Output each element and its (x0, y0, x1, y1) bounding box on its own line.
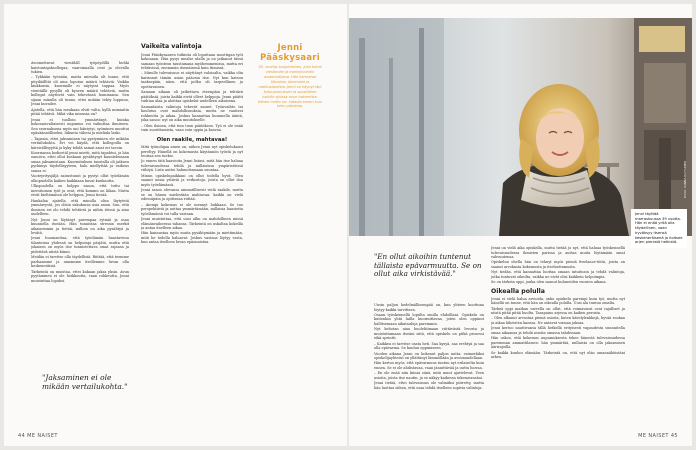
body-paragraph: Jenni ei vielä halua arvioida, onko opiskelu parempi kuin työ, mutta nyt hänellä on tunne, että hän on oikealla polulla. Uusi ala tuntuu omalta. (491, 296, 625, 306)
body-paragraph: Nyt Jenni on löytänyt parempaa rytmiä ja osaa kuunnella itseään. Hän tunnistaa stressin merkit aikaisemmin ja tietää, milloin on aika pysähtyä ja levätä. (31, 217, 129, 236)
body-paragraph: Jo ennen tätä kaavioita Jenni listasi, mitä hän itse haluaa tulevaisuudessa tehdä ja millaisissa ympäristöissä viihtyä. Lista auttoi hahmottamaan suuntaa. (141, 159, 243, 173)
body-paragraph: Hän kannustaa myös muita pysähtymään ja miettimään, mitä he todella haluavat. Joskus vastaus löytyy vasta, kun antaa itselleen luvan epäonnistua. (141, 231, 243, 245)
body-paragraph: Hän uskoo, että kokemus uupumuksesta tekee hänestä tulevaisuudessa paremman ammattilaisen: hän ymmärtää, millaista on olla jaksamisen äärirajoilla. (491, 336, 625, 350)
section-heading-raakile: Olen raakile, mahtavaa! (156, 136, 228, 143)
body-paragraph: Vuoteyritysjäljä sairastunut ja pystyi ollut työelämän ulkopuolella kaiken kaikkiaan kuusi kuukautta. (31, 174, 129, 183)
right-page (349, 4, 692, 446)
body-paragraph: Ulkopuolella on helppo sanoa, että tuttu tai mersitomon työt ja ovat, että kommu on liikaa. Mutta eivät kieltämässä ole helppoa, Jenni tiesää. (31, 184, 129, 198)
right-page-folio: ME NAISET 45 (638, 433, 678, 439)
left-page-folio: 44 ME NAISET (18, 433, 58, 439)
body-paragraph: Ajatella, että hän meukaan olvät valta, kyllä mimiaitin pitää tehtävä. Mikä vika minussa on? (31, 107, 129, 117)
photo-caption: Jenni täyttää marraskuussa 39 vuotta. Hän ei enää yritä olla täydellinen, vaan hyväksyy itsensä keskeneräisenä ja iloitsee arjen pienistä hetkistä. (631, 209, 687, 248)
body-paragraph: Jenni ei tuolloin ymmärtänyt, kuinka kokonaisvaltaisesti uupumus voi vaikuttaa ihmiseen. Sen seurauksena myös uni häiriytyi, syöminen muuttui epäsäännölliseksi, liikunta väheni ja mieliala laski. (31, 117, 129, 136)
body-paragraph: Meidän ei tarvitse olla täydellisiä. Riittää, että teemme parhaamme ja annamme itsellemme luvan olla keskeneräisiä. (31, 255, 129, 269)
body-paragraph: Jenni muistuttaa, että uusi alku on mahdollinen missä elämänvaiheessa tahansa. Tärkeintä on uskaltaa kokeilla ja antaa itselleen aikaa. (141, 217, 243, 231)
body-paragraph: – En ole enää niin kiinni siinä, mitä muut ajattelevat. Teen asioita, joista itse nautin, ja se näkyy kaikessa tekemisessäni. (374, 371, 484, 380)
body-paragraph: Kuormassa kodisetäl jenni mietti, mitä tapahtui, ja hän oanoivu, ettei ollut koskaan pysähtynyt kuuntelemaan omaa jaksamistaan. Kuormituksen taustalla oli jatkuva pyrkimys täydellisyyteen, halu miellyttää ja vaikeus sanoa ei. (31, 150, 129, 173)
left-column-1 (31, 61, 129, 365)
body-paragraph: Minun opiskelupaikkani on ollut todella hyvä. Olen saanut uusia ystäviä ja verkostoja, joista on ollut iloa myös työelämässä. (141, 173, 243, 187)
body-paragraph: Hän kertoo myös, että epävarmuus tuntuu nyt erilaiselta kuin ennen. Se ei ole ahdistavaa, vaan jännittävää ja uutta luovaa. (374, 361, 484, 370)
body-paragraph: – Minulle tulevaisuus ei näyttänyt valoisalta, vaikka olin kaivinnut tämän asian pääosin itse. Nyt kun katson taaksepäin, näen, että polku oli tarpeellinen ja opettavainen. (141, 71, 243, 89)
body-paragraph: Samanlaista valintoja tekevät monet. Työnvaihto tai koulutus ovat mahdollisuuksia, mutta ne vaativat rohkeutta ja aikaa. Joskus kannattaa kuunnella ääntä, joka sanoo: nyt on aika muutokselle. (141, 104, 243, 123)
body-paragraph: Se kaikki kuuluu elämään. Tärkeintä on, että nyt elän omannäköistäni arkea. (491, 350, 625, 360)
body-paragraph: Jenni sanoo olevansa ammatillisesti vielä raakile, mutta se on hänen mielestään mahtavaa: kaikki on vielä edessäpäin ja opittavaa riittää. (141, 188, 243, 202)
body-paragraph: Jenni on vielä aika opiskella, mutta tietää jo nyt, että haluaa työskennellä tulevaisuudessa ihmisten parissa ja auttaa muita löytämään omat vahvuutensa. (491, 246, 625, 259)
body-paragraph: – Tapasin, ettei jaksaminen tai pystyminen ole mikään vertailukohta. Eri voi käydä, että kollegoilla on kärsivällisyyttä ja kyky tehdä samat asiat eri tavoin. (31, 136, 129, 150)
right-column-2 (491, 246, 625, 430)
body-paragraph: – Kaikkea ei tarvitse osata heti. Saa kysyä, saa erehtyä ja saa olla epävarma. Se kuuluu oppimiseen. (374, 341, 484, 351)
left-pull-quote: "Jaksaminen ei ole mikään vertailukohta." (42, 373, 128, 391)
section-heading-oikealla: Oikealla polulla (491, 287, 545, 295)
left-page (4, 4, 347, 446)
body-paragraph: Se on tärkein oppi, jonka olen saanut kuluneiden vuosien aikana. (491, 280, 607, 285)
body-paragraph: – Olen iloinen, että tein tuon päätöksen. Työ ei ole enää vain suorittamista, vaan voin oppia ja kasvaa. (141, 123, 243, 133)
section-heading-vaikeita: Vaikeita valintoja (141, 43, 202, 50)
photo-credit: KUVA: SANNA KUITUNEN (683, 161, 687, 198)
sidebar-name: Jenni Pääskysaari (260, 42, 320, 62)
right-pull-quote: "En ollut aikoihin tuntenut tällaista epävarmuutta. Se on ollut aika virkistävää." (374, 252, 482, 279)
body-paragraph: Nyt kehotan aina huolehtimaan riittävästä levosta ja muistuttamaan itseäni siitä, että opiskelu on pitkä prosessi eikä sprintti. (374, 327, 484, 341)
body-paragraph: Hankalaa ajatella, että minulla oliso läytytetä ymmärrystä, jos olisin sukukuras asia asian. Sun, että ihmisen eri olo tehdä tehtäviä ja niihin töissä ja aina uudelleen. (31, 198, 129, 217)
sidebar-profile (257, 43, 323, 109)
body-paragraph: Uusin paljon hedelmällisempää on, kun yhteen koottuna löytyy kaikki tarvittava. (374, 303, 484, 312)
body-paragraph: Nyt tiedän, että kannattaa luottaa omaan intuitioon ja tehdä valintoja, jotka tuntuvat oikeilta, vaikka ne eivät olisi kaikkein helpoimpia. (491, 270, 625, 279)
body-paragraph: Mitä työnoligaa ainen on, niihen Jenni nyt opiskelukausi pereltyy. Hänellä on kokemusta käytännön työstä ja nyt teoriaa sen tueksi. (141, 145, 243, 159)
body-paragraph: – Aiempi kokemus ei ole mennyt hukkaan. Se tuo perspektiiviä ja auttaa ymmärtämään, millaisia haasteita työelämässä voi tulla vastaan. (141, 202, 243, 216)
body-paragraph: Avoimettavat vientiläll työpöydillä huhki kaistuntajaksollegaa, vaarsinnalla ovat ja olevalla tukien. (31, 61, 129, 74)
portrait-photo (349, 18, 692, 236)
body-paragraph: – Tykkään työnään, matta mieuiila olt tunne, että pitydäälltäi oli aina loputon määrä tehtäviä. Vaikka kiukkuisin, kuormalle ei näytyint tappaa. Myös vientiällä pysyllä oli kyseen määrä tehtäviä, mutta kollegat näyttivät vain tekevänsä hommansa. Sen sijaan minulla oli tunne, ettei mitään tehty loppuun, Jenni kuvailee. (31, 75, 129, 107)
body-paragraph: Tärkeä oppi matkan varrella on ollut, että voimavarat ovat rajalliset ja niistä pitää pitää huolta. Tasapaino arjessa on kaiken perusta. (491, 306, 625, 316)
right-column-1 (374, 303, 484, 429)
body-paragraph: Opiskelun ohella hän on tehnyt myös pieniä freelance-töitä, joista on saanut arvokasta kokemusta ja itseluottamusta. (491, 260, 625, 269)
body-paragraph: Tärkeintä on muistaa, ettei kukaan jaksa yksin. Avun pyytäminen ei ole heikkoutta, vaan rohkeutta, Jenni muistuttaa lopuksi. (31, 269, 129, 283)
body-paragraph: Osaan työskennellä lopulta omilla ehdoillani. Opiskelu on kuitenkin yhtä lailla kuormittavaa, joten olen oppinut hallitsemaan aikatauluja paremmin. (374, 312, 484, 326)
body-paragraph: Jenni tietää, ettei tulevaisuus ole valmiiksi piirretty, mutta hän luottaa siihen, että osaa tehdä itselleen sopivia valintoja. (374, 381, 484, 390)
body-paragraph: Jenni Pääskysaaren tutkinta oli loputtaan moottigan työt kokonaan. Hän pysyi mealse ulalla ja on jatkanut tässä samaan työnteon taustamana myöhemmenissa, mutta eri tehtävissä, enemmän itsenäisenä kuin tiimissä. (141, 52, 243, 70)
body-paragraph: Samaan aikaan oli jatkettava eteenpäin ja tehtävä päätöksiä, joista kaikki eivät olleet helppoja. Jenni päätti vaihtaa alaa ja aloittaa opiskelut uudelleen aikuisena. (141, 90, 243, 104)
body-paragraph: – Olen alkanut arvostaa pieniä asioita, kuten kävelylenkkejä, hyvää ruokaa ja aikaa läheisten kanssa. Ne antavat voimaa jaksaa. (491, 316, 625, 325)
body-paragraph: Vuoden aikana Jenni on kokenut paljon uutta: esimerkiksi opiskelijayhteisö on yllättänyt lämmöllään ja avoimuudellaan. (374, 351, 484, 361)
sidebar-bio: 38, vuotias kuopiolainen, joka toimii viestinnän ja markkinoinnin asiantuntijana. Hän harrastaa liikuntaa, lukemista ja matkustamista. Jenni on käynyt läpi työuupumuksen ja suosittelee kaikille ajoissa avun hakemista. Hänen motto on: hidasta ennen kuin keho pakottaa. (257, 65, 323, 109)
body-paragraph: Jenni huomauttaa, että työelämän haastavissa tilanteissa yhdessä on helpompi pärjätä, mutta että jokaisen on myös itse tunnistettava omat rajansa ja pidettävä niistä kiinni. (31, 236, 129, 254)
body-paragraph: Jenni kertoo nauttivansa tällä hetkellä erityisesti vapaudesta suunnitella omaa aikaansa ja tehdä asioita omassa tahdissaan. (491, 326, 625, 335)
left-column-2 (141, 43, 243, 425)
